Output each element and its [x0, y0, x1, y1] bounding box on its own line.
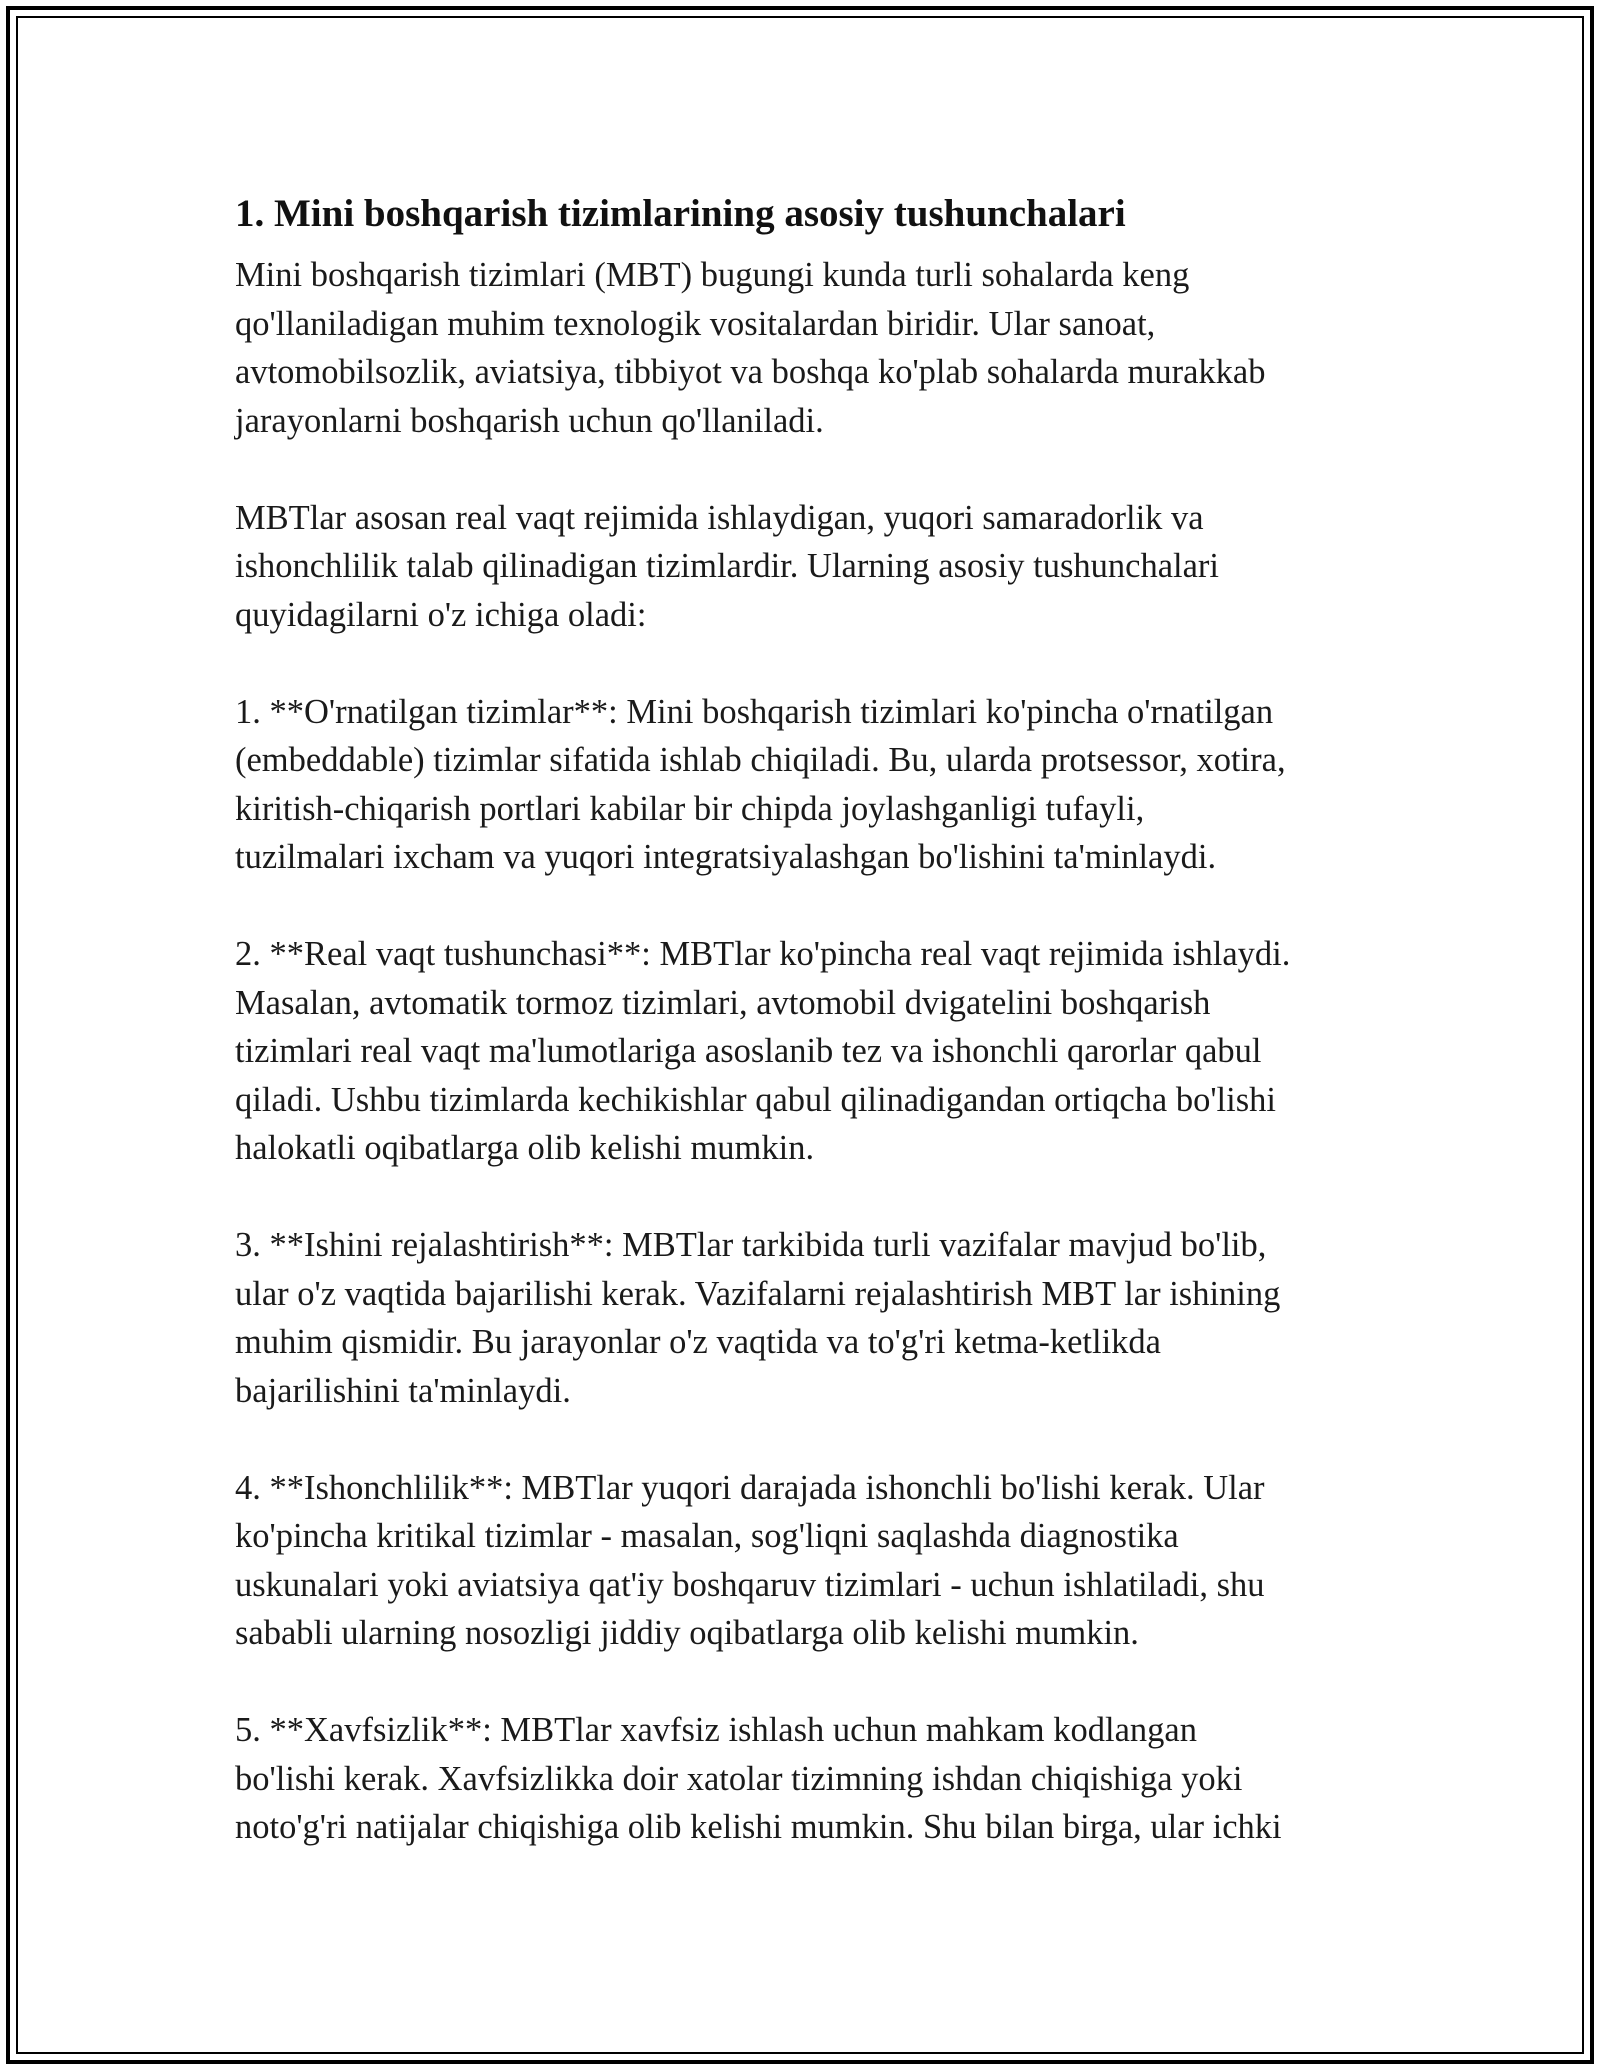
paragraph-intro: Mini boshqarish tizimlari (MBT) bugungi kunda turli sohalarda keng qo'llaniladigan muhim texnologik vositalardan biridir. Ular sanoat, avtomobilsozlik, aviatsiya, tibbiyot va boshqa ko'plab sohalarda murakkab jarayonlarni boshqarish uchun qo'llaniladi. — [235, 256, 1266, 440]
document-title: 1. Mini boshqarish tizimlarining asosiy tushunchalari — [235, 192, 1126, 235]
document-body — [235, 185, 1365, 1900]
list-item-security: 5. **Xavfsizlik**: MBTlar xavfsiz ishlash uchun mahkam kodlangan bo'lishi kerak. Xavfsizlikka doir xatolar tizimning ishdan chiqishiga yoki noto'g'ri natijalar chiqishiga olib kelishi mumkin. Shu bilan birga, ular ichki — [235, 1711, 1282, 1846]
paragraph-concepts-intro: MBTlar asosan real vaqt rejimida ishlaydigan, yuqori samaradorlik va ishonchlilik talab qilinadigan tizimlardir. Ularning asosiy tushunchalari quyidagilarni o'z ichiga oladi: — [235, 498, 1220, 634]
list-item-scheduling: 3. **Ishini rejalashtirish**: MBTlar tarkibida turli vazifalar mavjud bo'lib, ular o'z vaqtida bajarilishi kerak. Vazifalarni rejalashtirish MBT lar ishining muhim qismidir. Bu jarayonlar o'z vaqtida va to'g'ri ketma-ketlikda bajarilishini ta'minlaydi. — [235, 1226, 1281, 1410]
list-item-embedded-systems: 1. **O'rnatilgan tizimlar**: Mini boshqarish tizimlari ko'pincha o'rnatilgan (embeddable) tizimlar sifatida ishlab chiqiladi. Bu, ularda protsessor, xotira, kiritish-chiqarish portlari kabilar bir chipda joylashganligi tufayli, tuzilmalari ixcham va yuqori integratsiyalashgan bo'lishini ta'minlaydi. — [235, 692, 1286, 876]
list-item-real-time: 2. **Real vaqt tushunchasi**: MBTlar ko'pincha real vaqt rejimida ishlaydi. Masalan, avtomatik tormoz tizimlari, avtomobil dvigatelini boshqarish tizimlari real vaqt ma'lumotlariga asoslanib tez va ishonchli qarorlar qabul qiladi. Ushbu tizimlarda kechikishlar qabul qilinadigandan ortiqcha bo'lishi halokatli oqibatlarga olib kelishi mumkin. — [235, 935, 1291, 1167]
list-item-reliability: 4. **Ishonchlilik**: MBTlar yuqori darajada ishonchli bo'lishi kerak. Ular ko'pincha kritikal tizimlar - masalan, sog'liqni saqlashda diagnostika uskunalari yoki aviatsiya qat'iy boshqaruv tizimlari - uchun ishlatiladi, shu sababli ularning nosozligi jiddiy oqibatlarga olib kelishi mumkin. — [235, 1468, 1265, 1652]
